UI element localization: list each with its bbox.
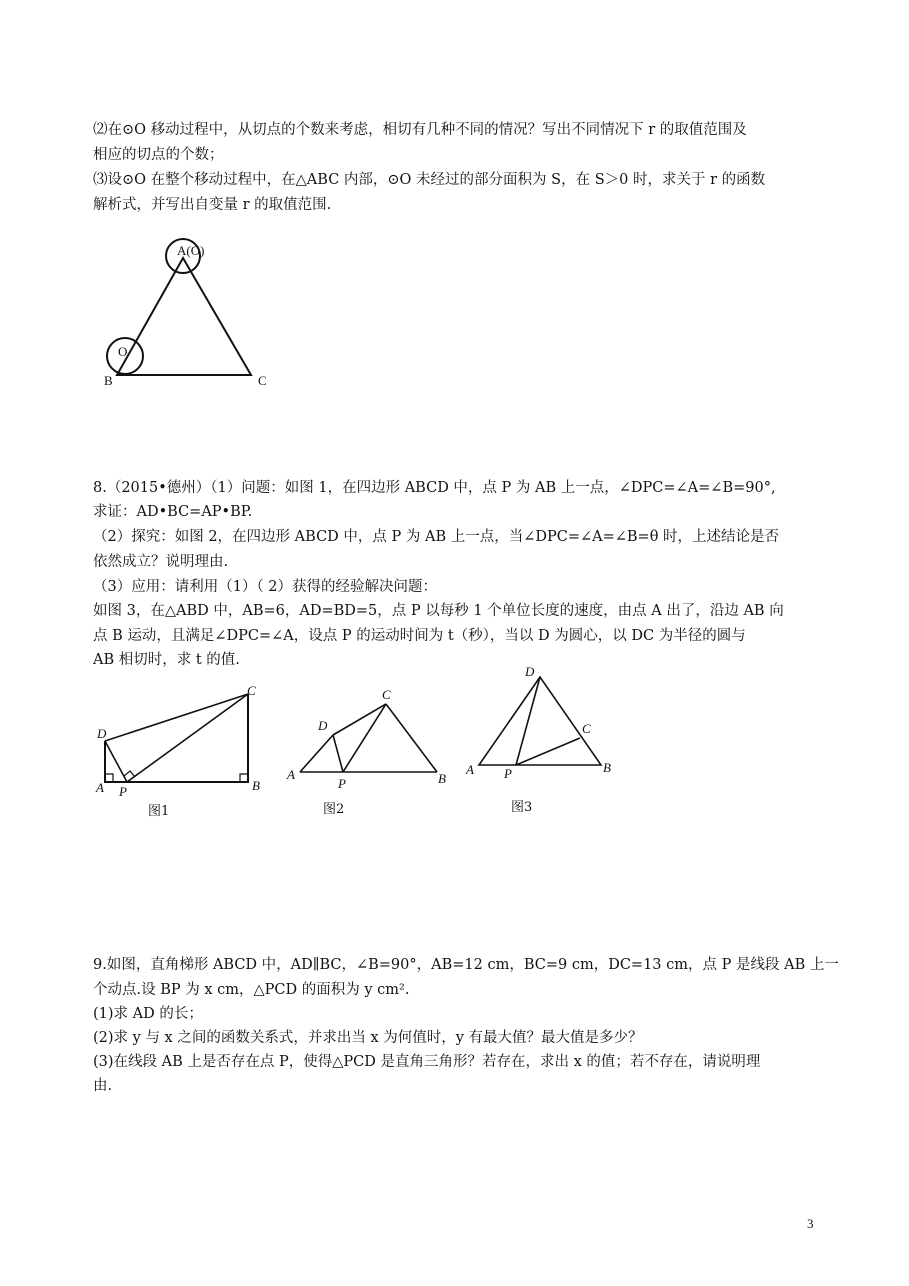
q8-line-3: （2）探究：如图 2，在四边形 ABCD 中，点 P 为 AB 上一点，当∠DPC=∠A=∠B=θ 时，上述结论是否 [93,529,780,545]
fig1-caption: 图1 [148,804,170,819]
q8-figure-1 [90,680,280,825]
fig3-label-d: D [525,664,535,679]
fig3-caption: 图3 [511,800,533,815]
page-number: 3 [807,1216,814,1231]
q8-line-2: 求证：AD•BC=AP•BP. [93,504,253,520]
triangle-abc [117,258,251,375]
q9-line-5: (3)在线段 AB 上是否存在点 P，使得△PCD 是直角三角形？若存在，求出 x 的值；若不存在，请说明理 [93,1054,761,1070]
q9-line-6: 由. [93,1078,113,1094]
q8-figure-2 [285,680,460,825]
q7-line-3: ⑶设⊙O 在整个移动过程中，在△ABC 内部，⊙O 未经过的部分面积为 S，在 S＞0 时，求关于 r 的函数 [93,172,766,188]
q8-line-1: 8.（2015•德州）（1）问题：如图 1，在四边形 ABCD 中，点 P 为 AB 上一点，∠DPC=∠A=∠B=90°, [93,480,776,496]
fig2-label-d: D [318,718,328,733]
q8-line-8: AB 相切时，求 t 的值. [93,652,240,668]
fig1-label-p: P [119,784,127,799]
q7-line-4: 解析式，并写出自变量 r 的取值范围. [93,197,332,213]
q9-line-3: (1)求 AD 的长； [93,1006,203,1022]
q9-line-1: 9.如图，直角梯形 ABCD 中，AD∥BC，∠B=90°，AB=12 cm，BC=9 cm，DC=13 cm，点 P 是线段 AB 上一 [93,957,839,973]
q8-line-7: 点 B 运动，且满足∠DPC=∠A，设点 P 的运动时间为 t（秒），当以 D 为圆心，以 DC 为半径的圆与 [93,628,746,644]
fig1-label-a: A [96,780,104,795]
fig3-label-p: P [504,766,512,781]
fig1-label-c: C [247,683,256,698]
label-c: C [258,373,267,388]
q9-line-2: 个动点.设 BP 为 x cm，△PCD 的面积为 y cm². [93,982,410,998]
q7-line-1: ⑵在⊙O 移动过程中，从切点的个数来考虑，相切有几种不同的情况？写出不同情况下 r 的取值范围及 [93,122,747,138]
fig2-label-c: C [382,687,391,702]
q8-line-4: 依然成立？说明理由. [93,554,229,570]
fig2-label-p: P [338,776,346,791]
q7-triangle-figure [95,230,295,400]
fig2-caption: 图2 [323,802,345,817]
q8-line-6: 如图 3，在△ABD 中，AB=6，AD=BD=5，点 P 以每秒 1 个单位长度的速度，由点 A 出了，沿边 AB 向 [93,603,784,619]
fig3-label-a: A [466,762,474,777]
q7-line-2: 相应的切点的个数； [93,147,224,163]
q9-line-4: (2)求 y 与 x 之间的函数关系式，并求出当 x 为何值时，y 有最大值？最大值是多少？ [93,1030,643,1046]
fig2-label-b: B [438,771,446,786]
label-o: O [118,344,128,359]
fig1-label-b: B [252,778,260,793]
label-b: B [104,373,113,388]
q8-line-5: （3）应用：请利用（1）（ 2）获得的经验解决问题： [93,579,438,595]
fig1-label-d: D [97,726,107,741]
fig2-label-a: A [287,767,295,782]
label-a-o: A(O) [177,243,205,258]
fig3-label-c: C [582,721,591,736]
q8-figure-3 [462,660,632,825]
fig3-label-b: B [603,760,611,775]
